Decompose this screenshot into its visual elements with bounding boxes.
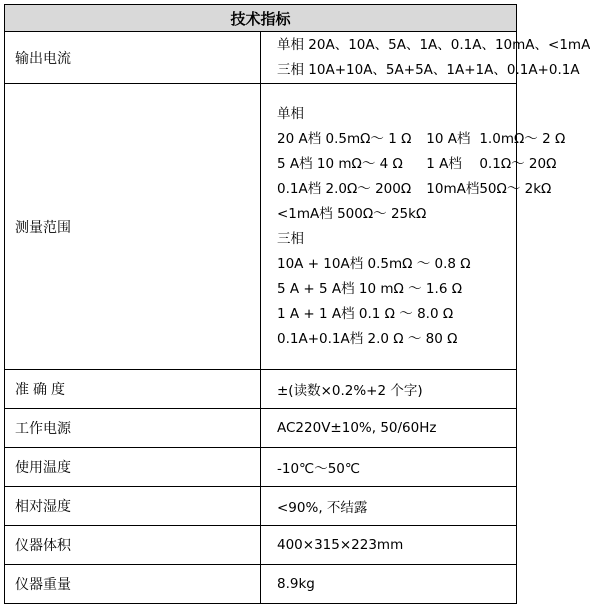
range-cell: 1.0mΩ～ 2 Ω xyxy=(479,130,566,147)
instrument-dimensions-value: 400×315×223mm xyxy=(261,526,517,565)
range-cell xyxy=(479,202,565,227)
range-cell: 0.1A档 2.0Ω～ 200Ω xyxy=(277,180,412,197)
table-title: 技术指标 xyxy=(5,5,517,32)
instrument-weight-label: 仪器重量 xyxy=(5,565,261,604)
row-output-current xyxy=(5,32,517,84)
output-current-value xyxy=(261,32,590,84)
row-power-supply xyxy=(5,409,517,448)
operating-temperature-label: 使用温度 xyxy=(5,448,261,487)
range-cell xyxy=(426,202,479,227)
operating-temperature-value: -10℃～50℃ xyxy=(261,448,517,487)
three-phase-range-line: 10A + 10A档 0.5mΩ ～ 0.8 Ω xyxy=(277,255,471,272)
measurement-range-value xyxy=(261,84,566,370)
table-header-row xyxy=(5,5,517,32)
range-cell: 50Ω～ 2kΩ xyxy=(479,180,552,197)
range-cell: <1mA档 500Ω～ 25kΩ xyxy=(277,205,427,222)
output-current-single-phase: 单相 20A、10A、5A、1A、0.1A、10mA、<1mA xyxy=(277,36,590,53)
single-phase-heading: 单相 xyxy=(277,105,304,122)
relative-humidity-value: <90%, 不结露 xyxy=(261,487,517,526)
power-supply-value: AC220V±10%, 50/60Hz xyxy=(261,409,517,448)
measurement-range-label: 测量范围 xyxy=(5,84,261,370)
relative-humidity-label: 相对湿度 xyxy=(5,487,261,526)
range-cell: 10 A档 xyxy=(426,130,471,147)
output-current-three-phase: 三相 10A+10A、5A+5A、1A+1A、0.1A+0.1A xyxy=(277,61,580,78)
accuracy-label: 准确度 xyxy=(5,370,261,409)
accuracy-value: ±(读数×0.2%+2 个字) xyxy=(261,370,517,409)
row-accuracy xyxy=(5,370,517,409)
row-relative-humidity xyxy=(5,487,517,526)
range-cell: 5 A档 10 mΩ～ 4 Ω xyxy=(277,155,403,172)
single-phase-range-table xyxy=(277,127,565,227)
row-operating-temperature xyxy=(5,448,517,487)
spec-table xyxy=(4,4,590,604)
range-cell: 1 A档 xyxy=(426,155,462,172)
three-phase-range-line: 1 A + 1 A档 0.1 Ω ～ 8.0 Ω xyxy=(277,305,454,322)
instrument-weight-value: 8.9kg xyxy=(261,565,517,604)
three-phase-range-line: 0.1A+0.1A档 2.0 Ω ～ 80 Ω xyxy=(277,330,458,347)
single-phase-range-row xyxy=(277,177,565,202)
three-phase-range-line: 5 A + 5 A档 10 mΩ ～ 1.6 Ω xyxy=(277,280,463,297)
row-instrument-dimensions xyxy=(5,526,517,565)
output-current-label: 输出电流 xyxy=(5,32,261,84)
three-phase-heading: 三相 xyxy=(277,230,304,247)
range-cell: 0.1Ω～ 20Ω xyxy=(479,155,557,172)
row-instrument-weight xyxy=(5,565,517,604)
single-phase-range-row xyxy=(277,202,565,227)
single-phase-range-row xyxy=(277,127,565,152)
instrument-dimensions-label: 仪器体积 xyxy=(5,526,261,565)
range-cell: 20 A档 0.5mΩ～ 1 Ω xyxy=(277,130,412,147)
row-measurement-range xyxy=(5,84,517,370)
power-supply-label: 工作电源 xyxy=(5,409,261,448)
single-phase-range-row xyxy=(277,152,565,177)
range-cell: 10mA档 xyxy=(426,180,480,197)
